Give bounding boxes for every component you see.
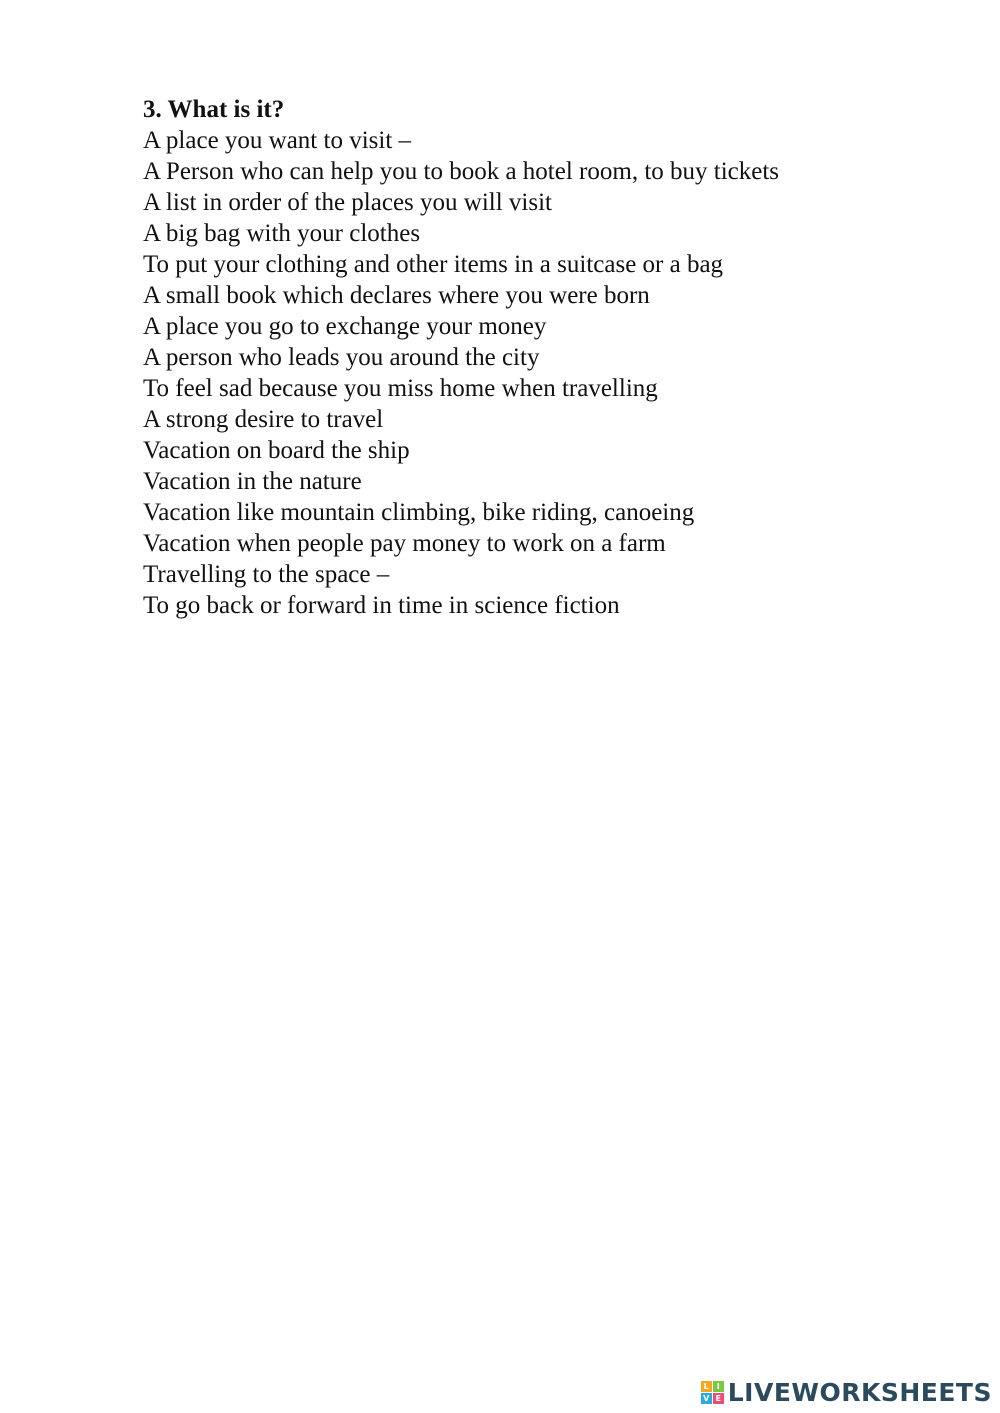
definition-item: A Person who can help you to book a hotel room, to buy tickets [143,158,780,185]
definition-item: Vacation like mountain climbing, bike riding, canoeing [143,499,695,526]
definition-item: Vacation when people pay money to work on a farm [143,530,666,557]
liveworksheets-logo-icon [701,1381,724,1404]
question-title: 3. What is it? [143,96,285,123]
logo-cell-l: L [701,1381,712,1392]
definition-item: A place you go to exchange your money [143,313,547,340]
liveworksheets-watermark [701,1380,992,1405]
definition-item: Travelling to the space – [143,561,390,588]
definition-item: A list in order of the places you will visit [143,189,552,216]
definition-item: A strong desire to travel [143,406,384,433]
brand-name: LIVEWORKSHEETS [727,1378,992,1407]
definition-item: To go back or forward in time in science fiction [143,592,620,619]
definition-item: Vacation on board the ship [143,437,410,464]
definition-item: To put your clothing and other items in a suitcase or a bag [143,251,724,278]
definition-item: A place you want to visit – [143,127,412,154]
definition-list [143,125,963,621]
definition-item: Vacation in the nature [143,468,362,495]
definition-item: To feel sad because you miss home when travelling [143,375,658,402]
definition-item: A big bag with your clothes [143,220,421,247]
logo-cell-v: V [701,1393,712,1404]
definition-item: A small book which declares where you were born [143,282,650,309]
logo-cell-e: E [713,1393,724,1404]
definition-item: A person who leads you around the city [143,344,540,371]
worksheet [143,94,963,621]
logo-cell-i: I [713,1381,724,1392]
